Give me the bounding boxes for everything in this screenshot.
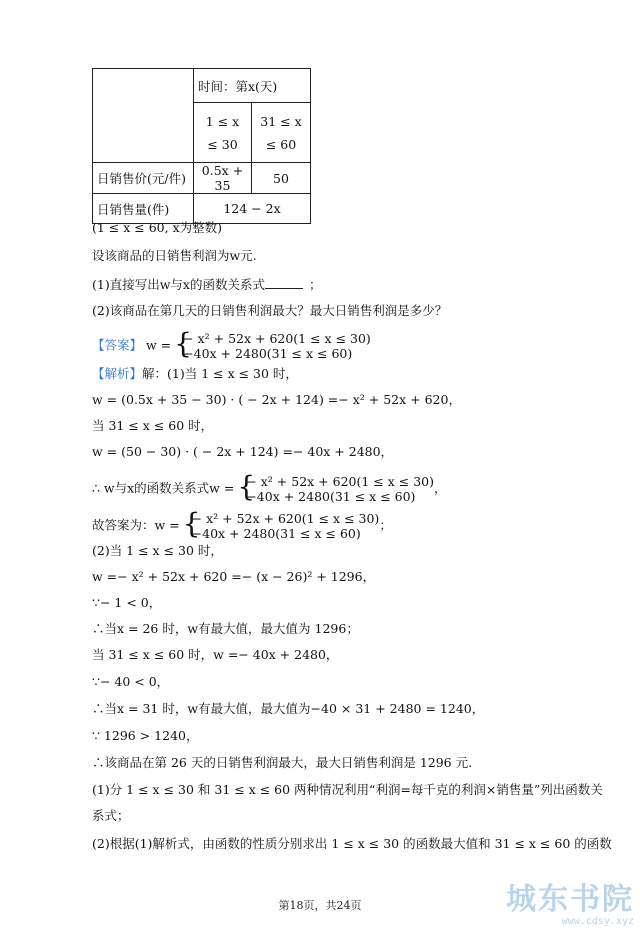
answer-tag: 【答案】 <box>92 337 143 353</box>
text-line: w = (50 − 30) · ( − 2x + 124) =− 40x + 2480， <box>92 444 394 459</box>
watermark-logo <box>506 884 634 928</box>
text-line: (2)该商品在第几天的日销售利润最大？最大日销售利润是多少？ <box>92 303 448 318</box>
case-b: −40x + 2480(31 ≤ x ≤ 60) <box>183 346 353 361</box>
table-row1-val2: 50 <box>252 163 311 194</box>
text-line <box>92 276 321 293</box>
col2-line2: ≤ 60 <box>265 136 297 152</box>
text-line: 系式； <box>92 808 130 823</box>
piecewise-function <box>184 511 380 541</box>
text-line: ∵− 1 < 0， <box>92 595 162 610</box>
price-sales-table <box>92 68 311 224</box>
text-line: 当 31 ≤ x ≤ 60 时， <box>92 418 214 433</box>
question-1-text: (1)直接写出w与x的函数关系式 <box>92 277 265 292</box>
table-blank-cell <box>93 69 194 163</box>
case-b: −40x + 2480(31 ≤ x ≤ 60) <box>191 526 361 541</box>
case-b: −40x + 2480(31 ≤ x ≤ 60) <box>246 489 416 504</box>
text-line: ∴当x = 26 时，w有最大值，最大值为 1296； <box>92 621 359 636</box>
case-a: { − x² + 52x + 620(1 ≤ x ≤ 30) <box>191 511 380 526</box>
text-line: ∵ 1296 > 1240， <box>92 728 199 743</box>
table-row2-label: 日销售量(件) <box>93 194 194 224</box>
relation-end: ， <box>433 480 447 496</box>
analysis-text: 解：(1)当 1 ≤ x ≤ 30 时， <box>142 366 298 381</box>
table-row1-val1: 0.5x + 35 <box>194 163 252 194</box>
col2-line1: 31 ≤ x <box>260 113 302 129</box>
text-line: 当 31 ≤ x ≤ 60 时，w =− 40x + 2480， <box>92 647 339 662</box>
col1-line2: ≤ 30 <box>207 136 238 152</box>
page-number: 第18页，共24页 <box>278 899 362 912</box>
text-line: ∴该商品在第 26 天的日销售利润最大，最大日销售利润是 1296 元. <box>92 755 473 770</box>
watermark-title: 城东书院 <box>506 882 634 917</box>
answer-line <box>92 331 371 361</box>
table-header-time: 时间：第x(天) <box>194 69 311 103</box>
case-a: { − x² + 52x + 620(1 ≤ x ≤ 30) <box>246 474 434 489</box>
final-answer-end: ； <box>379 517 392 533</box>
text-line: 设该商品的日销售利润为w元. <box>92 248 257 263</box>
piecewise-function <box>238 474 434 504</box>
final-answer-lhs: 故答案为：w = <box>92 517 180 533</box>
question-1-end: ； <box>308 277 322 292</box>
table-col1-header <box>194 103 252 163</box>
table-col2-header <box>252 103 311 163</box>
text-line: (1 ≤ x ≤ 60, x为整数) <box>92 220 222 235</box>
answer-blank <box>265 276 303 289</box>
text-line: w = (0.5x + 35 − 30) · ( − 2x + 124) =− x² + 52x + 620， <box>92 392 461 407</box>
text-line: (2)当 1 ≤ x ≤ 30 时， <box>92 543 223 558</box>
table-row1-label: 日销售价(元/件) <box>93 163 194 194</box>
analysis-line <box>92 366 298 382</box>
col1-line1: 1 ≤ x <box>205 113 240 129</box>
analysis-tag: 【解析】 <box>92 366 143 381</box>
table-row2-val: 124 − 2x <box>194 194 311 224</box>
text-line: w =− x² + 52x + 620 =− (x − 26)² + 1296， <box>92 569 376 584</box>
text-line: (1)分 1 ≤ x ≤ 30 和 31 ≤ x ≤ 60 两种情况利用“利润=每千克的利润×销售量”列出函数关 <box>92 782 603 797</box>
relation-line <box>92 474 447 504</box>
final-answer-line <box>92 511 392 541</box>
relation-lhs: ∴ w与x的函数关系式w = <box>92 480 235 496</box>
text-line: ∴当x = 31 时，w有最大值，最大值为−40 × 31 + 2480 = 1240， <box>92 701 485 716</box>
watermark-url: www.cdsy.xyz <box>561 916 634 927</box>
piecewise-function <box>175 331 371 361</box>
answer-lhs: w = <box>146 337 172 353</box>
text-line: ∵− 40 < 0， <box>92 674 170 689</box>
text-line: (2)根据(1)解析式，由函数的性质分别求出 1 ≤ x ≤ 30 的函数最大值和 31 ≤ x ≤ 60 的函数 <box>92 836 612 851</box>
case-a: { − x² + 52x + 620(1 ≤ x ≤ 30) <box>183 331 371 346</box>
